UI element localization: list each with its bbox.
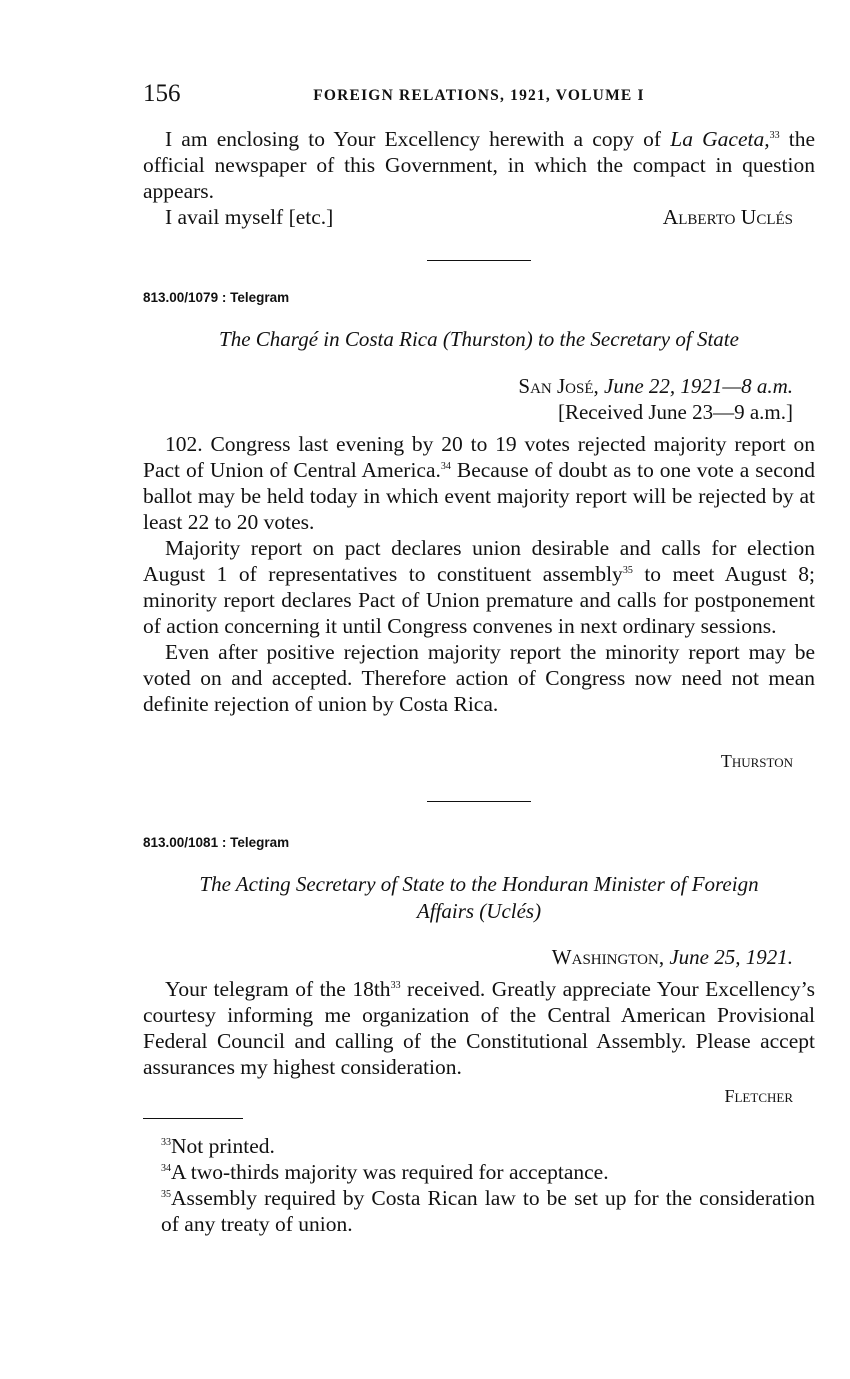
footnote-ref: 33 (390, 979, 401, 991)
running-head: FOREIGN RELATIONS, 1921, VOLUME I (313, 87, 645, 104)
signature: Thurston (720, 751, 793, 771)
section-divider (427, 260, 531, 261)
file-number: 813.00/1081 : Telegram (143, 835, 290, 850)
telegram-paragraph: Majority report on pact declares union desirable and calls for election August 1 of representatives to constituent assembly$^{35}$ to meet August 8; minority report declares Pact of Union premature and calls for postponement of action concerning it until Congress convenes in next ordinary sessions. (143, 536, 815, 638)
telegram-paragraph: Your telegram of the $18th^{33}$ received. Greatly appreciate Your Excellency’s courtesy informing me organization of the Central American Provisional Federal Council and calling of the Constitutional Assembly. Please accept assurances my highest consideration. (143, 977, 815, 1079)
footnote-ref: 33 (769, 129, 780, 141)
date: June 25, 1921. (669, 945, 793, 969)
place-date (552, 944, 793, 970)
telegram-body (143, 976, 815, 1080)
footnote-ref: 34 (440, 460, 451, 472)
date: June 22, 1921—8 a.m. (604, 374, 793, 398)
footnote-divider (143, 1118, 243, 1119)
document-title: The Chargé in Costa Rica (Thurston) to the Secretary of State (219, 327, 739, 351)
footnote-ref: 35 (622, 564, 633, 576)
telegram-paragraph: 102. Congress last evening by 20 to 19 votes rejected majority report on Pact of Union of Central America.$^{34}$ Because of doubt as to one vote a second ballot may be held today in which event majority report will be rejected by at least 22 to 20 votes. (143, 432, 815, 534)
footnote: $^{33}$Not printed. (161, 1134, 275, 1158)
footnote: $^{34}$A two-thirds majority was required for acceptance. (161, 1160, 609, 1184)
page-number: 156 (143, 80, 181, 107)
telegram-body (143, 431, 815, 717)
footnotes (143, 1133, 815, 1237)
letter-end (143, 126, 815, 230)
place-date (518, 373, 793, 425)
section-divider (427, 801, 531, 802)
file-number: 813.00/1079 : Telegram (143, 290, 290, 305)
telegram-paragraph: Even after positive rejection majority report the minority report may be voted on and accepted. Therefore action of Congress now need not mean definite rejection of union by Costa Rica. (143, 640, 815, 716)
place: Washington, (551, 945, 665, 969)
document-title: The Acting Secretary of State to the Honduran Minister of Foreign Affairs (Uclés) (199, 872, 759, 923)
signature: Fletcher (724, 1086, 793, 1106)
signature: Alberto Uclés (662, 205, 793, 229)
closing-line (143, 204, 815, 230)
received-date: [Received June 23—9 a.m.] (557, 400, 793, 424)
enclosure-paragraph: I am enclosing to Your Excellency herewith a copy of La Gaceta,$^{33}$ the official newspaper of this Government, in which the compact in question appears. (143, 127, 816, 203)
page-header (143, 80, 815, 110)
footnote: $^{35}$Assembly required by Costa Rican law to be set up for the consideration of any treaty of union. (161, 1186, 815, 1236)
closing-text: I avail myself [etc.] (165, 205, 334, 229)
place: San José, (518, 374, 599, 398)
